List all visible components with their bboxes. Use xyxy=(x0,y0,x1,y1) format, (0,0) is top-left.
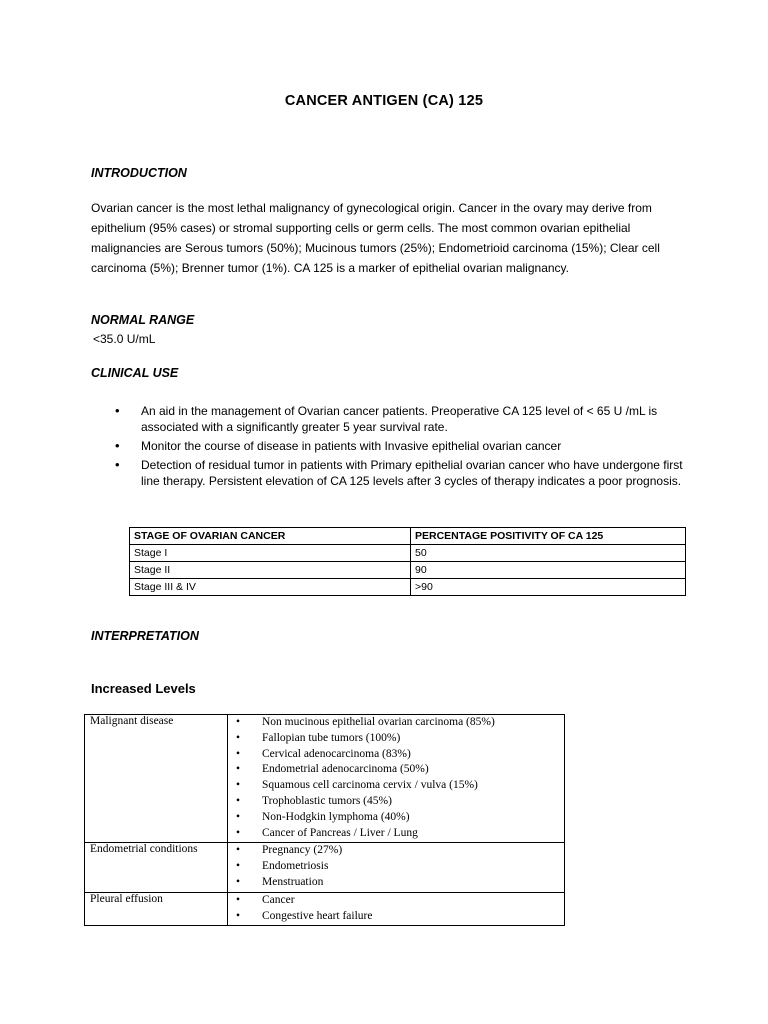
increased-levels-heading: Increased Levels xyxy=(91,681,196,696)
table-cell: 90 xyxy=(411,562,686,579)
clinical-use-heading: CLINICAL USE xyxy=(91,366,179,380)
table-cell: Stage II xyxy=(130,562,411,579)
list-item: • An aid in the management of Ovarian cancer patients. Preoperative CA 125 level of < 65 U /mL is associated with a significantly greater 5 year survival rate. xyxy=(115,403,685,435)
introduction-text: Ovarian cancer is the most lethal malignancy of gynecological origin. Cancer in the ovary may derive from epithelium (95% cases) or stromal supporting cells or germ cells. The most common ovarian epithelial malignancies are Serous tumors (50%); Mucinous tumors (25%); Endometrioid carcinoma (15%); Clear cell carcinoma (5%); Brenner tumor (1%). CA 125 is a marker of epithelial ovarian malignancy. xyxy=(91,201,660,275)
items-cell xyxy=(228,843,565,892)
table-row xyxy=(85,715,565,843)
list-item: • Non mucinous epithelial ovarian carcinoma (85%) xyxy=(233,715,564,731)
table-cell: Stage III & IV xyxy=(130,579,411,596)
list-item: • Pregnancy (27%) xyxy=(233,843,564,859)
table-cell: >90 xyxy=(411,579,686,596)
list-item: • Endometriosis xyxy=(233,859,564,875)
table-cell: Stage I xyxy=(130,545,411,562)
list-item: • Monitor the course of disease in patients with Invasive epithelial ovarian cancer xyxy=(115,438,685,454)
category-cell: Pleural effusion xyxy=(85,892,228,926)
table-cell: 50 xyxy=(411,545,686,562)
introduction-heading: INTRODUCTION xyxy=(91,166,187,180)
table-row xyxy=(130,562,686,579)
table-row xyxy=(130,579,686,596)
list-item: • Squamous cell carcinoma cervix / vulva (15%) xyxy=(233,778,564,794)
interpretation-heading: INTERPRETATION xyxy=(91,629,199,643)
page-title: CANCER ANTIGEN (CA) 125 xyxy=(284,93,484,109)
category-cell: Malignant disease xyxy=(85,715,228,843)
table-header: STAGE OF OVARIAN CANCER xyxy=(130,528,411,545)
list-item: • Cancer xyxy=(233,893,564,909)
table-row xyxy=(130,545,686,562)
table-header-row xyxy=(130,528,686,545)
normal-range-heading: NORMAL RANGE xyxy=(91,313,195,327)
items-cell xyxy=(228,715,565,843)
list-item: • Detection of residual tumor in patients with Primary epithelial ovarian cancer who have undergone first line therapy. Persistent elevation of CA 125 levels after 3 cycles of therapy indicates a poor prognosis. xyxy=(115,457,685,489)
list-item: • Non-Hodgkin lymphoma (40%) xyxy=(233,810,564,826)
list-item: • Endometrial adenocarcinoma (50%) xyxy=(233,762,564,778)
list-item: • Fallopian tube tumors (100%) xyxy=(233,731,564,747)
list-item: • Congestive heart failure xyxy=(233,909,564,925)
table-header: PERCENTAGE POSITIVITY OF CA 125 xyxy=(411,528,686,545)
list-item: • Cancer of Pancreas / Liver / Lung xyxy=(233,826,564,842)
increased-levels-table xyxy=(84,714,565,926)
table-row xyxy=(85,843,565,892)
clinical-use-list xyxy=(115,403,685,492)
list-item: • Menstruation xyxy=(233,875,564,891)
normal-range-value: <35.0 U/mL xyxy=(93,332,156,346)
category-cell: Endometrial conditions xyxy=(85,843,228,892)
list-item: • Trophoblastic tumors (45%) xyxy=(233,794,564,810)
table-row xyxy=(85,892,565,926)
items-cell xyxy=(228,892,565,926)
list-item: • Cervical adenocarcinoma (83%) xyxy=(233,747,564,763)
stage-table xyxy=(129,527,686,596)
